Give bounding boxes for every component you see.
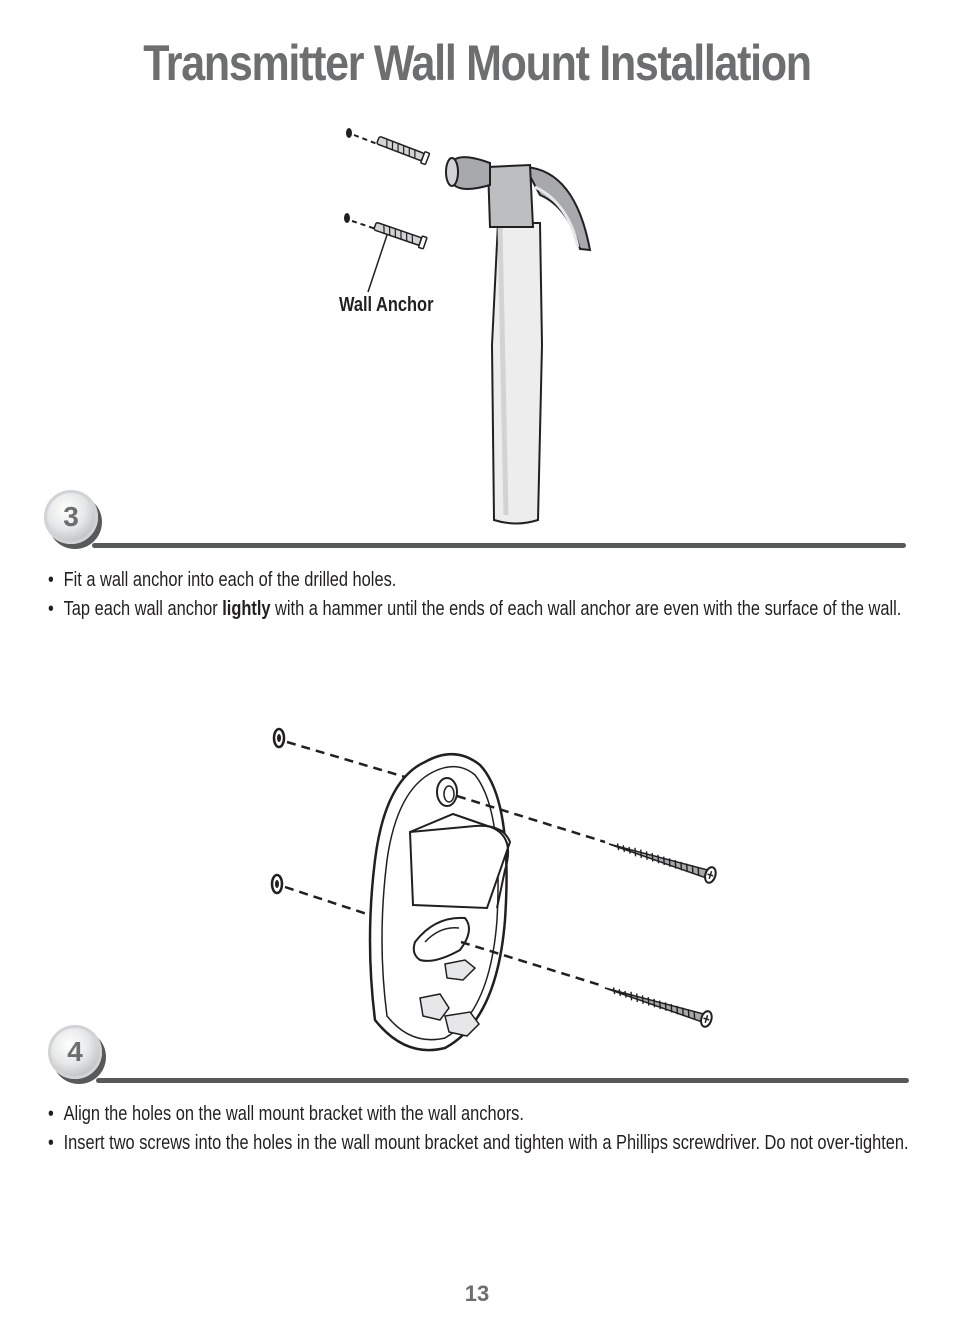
list-item: • Insert two screws into the holes in the wall mount bracket and tighten with a Phillips screwdriver. Do not over-tighten.	[48, 1130, 917, 1157]
step-4-instructions	[48, 1101, 917, 1159]
wall-anchor-icon	[376, 134, 430, 164]
wall-anchor-callout: Wall Anchor	[339, 294, 434, 316]
wall-hole-icon	[274, 729, 284, 747]
wall-hole-icon	[344, 213, 350, 223]
wall-hole-icon	[346, 128, 352, 138]
page-number: 13	[464, 1281, 490, 1306]
bracket-screws-illustration	[265, 720, 725, 1060]
hammer-icon	[446, 157, 590, 523]
step-3-rule	[92, 543, 906, 548]
step-4-rule	[96, 1078, 909, 1083]
wall-hole-icon	[272, 875, 282, 893]
page-title: Transmitter Wall Mount Installation	[143, 35, 811, 91]
list-item: • Align the holes on the wall mount bracket with the wall anchors.	[48, 1101, 917, 1128]
screw-icon	[603, 980, 714, 1028]
hammer-anchor-illustration	[330, 115, 610, 535]
wall-mount-bracket-icon	[370, 754, 510, 1050]
step-3-instructions	[48, 567, 917, 625]
list-item: • Tap each wall anchor lightly with a hammer until the ends of each wall anchor are even with the surface of the wall.	[48, 596, 917, 623]
step-3-badge: 3	[44, 490, 98, 544]
list-item: • Fit a wall anchor into each of the drilled holes.	[48, 567, 917, 594]
screw-icon	[607, 836, 718, 884]
wall-anchor-icon	[373, 220, 427, 249]
step-4-badge: 4	[48, 1025, 102, 1079]
